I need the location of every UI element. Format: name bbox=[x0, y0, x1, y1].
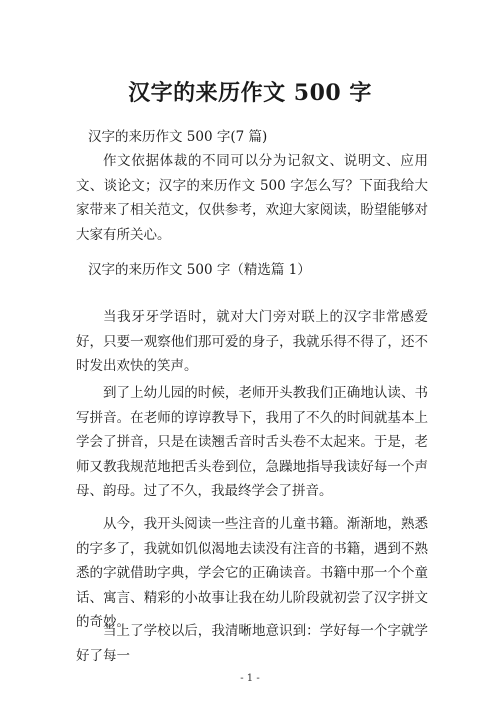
body-paragraph-1: 当我牙牙学语时，就对大门旁对联上的汉字非常感爱好，只要一观察他们那可爱的身子，我就乐得不得了，还不时发出欢快的笑声。 bbox=[76, 309, 428, 374]
body-paragraph-4: 当上了学校以后，我清晰地意识到：学好每一个字就学好了每一 bbox=[76, 623, 428, 664]
body-paragraph-2: 到了上幼儿园的时候，老师开头教我们正确地认读、书写拼音。在老师的谆谆教导下，我用了不久的时间就基本上学会了拼音，只是在读翘舌音时舌头卷不太起来。于是，老师又教我规范地把舌头卷到位，急躁地指导我读好每一个声母、韵母。过了不久，我最终学会了拼音。 bbox=[76, 385, 428, 499]
document-subtitle: 汉字的来历作文 500 字(7 篇) bbox=[88, 129, 268, 145]
section-heading: 汉字的来历作文 500 字（精选篇 1） bbox=[88, 262, 311, 278]
page-number: - 1 - bbox=[240, 673, 260, 684]
body-paragraph-3: 从今，我开头阅读一些注音的儿童书籍。渐渐地，熟悉的字多了，我就如饥似渴地去读没有注音的书籍，遇到不熟悉的字就借助字典，学会它的正确读音。书籍中那一个个童话、寓言、精彩的小故事让我在幼儿阶段就初尝了汉字拼文的奇妙。 bbox=[76, 516, 428, 630]
document-title: 汉字的来历作文 500 字 bbox=[128, 80, 372, 106]
intro-paragraph: 作文依据体裁的不同可以分为记叙文、说明文、应用文、谈论文；汉字的来历作文 500 字怎么写？下面我给大家带来了相关范文，仅供参考，欢迎大家阅读，盼望能够对大家有所关心。 bbox=[76, 153, 428, 243]
